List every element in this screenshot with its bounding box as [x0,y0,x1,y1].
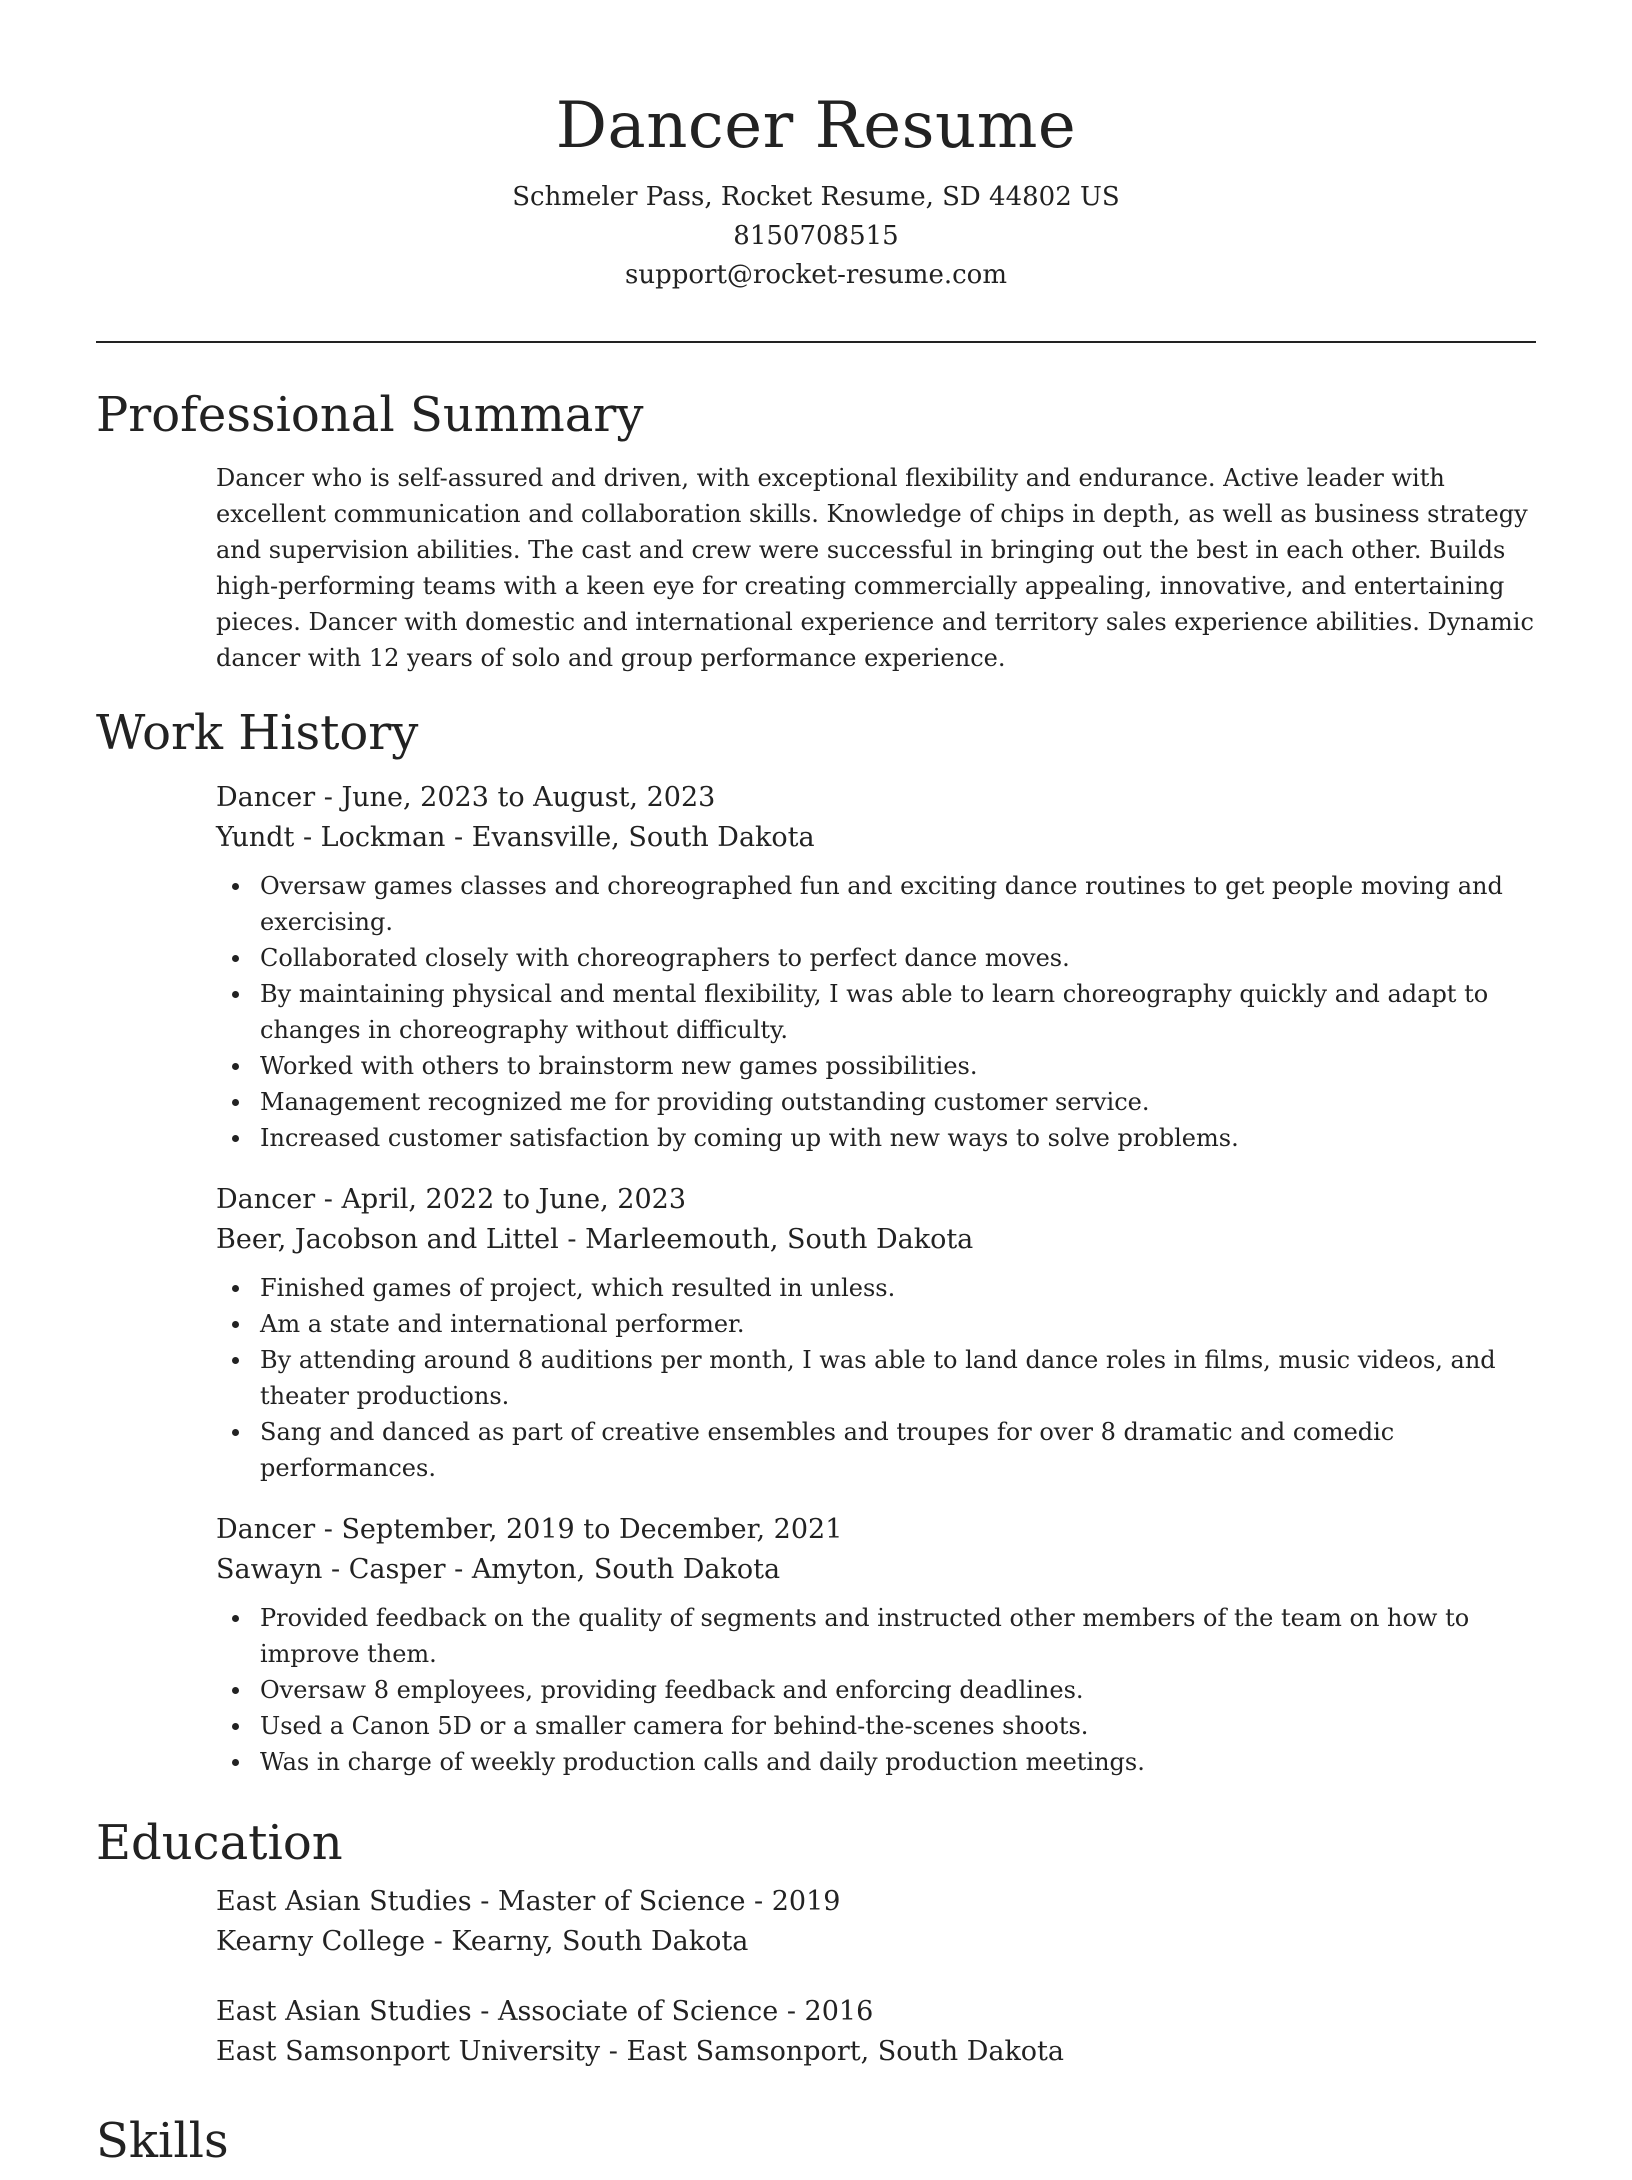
job-company-line [216,818,1536,858]
job-company: Sawayn - Casper [216,1554,446,1585]
education-entry [216,1992,1536,2072]
contact-email: support@rocket-resume.com [624,260,1007,290]
list-item: Collaborated closely with choreographers to perfect dance moves. [216,940,1540,976]
resume-header [0,0,1632,295]
list-item: Oversaw games classes and choreographed fun and exciting dance routines to get people moving and exercising. [216,868,1540,940]
job-bullets [216,1600,1536,1780]
job-location: Evansville, South Dakota [471,822,815,853]
list-item: By attending around 8 auditions per month, I was able to land dance roles in films, music videos, and theater productions. [216,1342,1540,1414]
job-bullets [216,1270,1536,1486]
job-title-line [216,1180,1536,1220]
job-company-line [216,1550,1536,1590]
list-item: Was in charge of weekly production calls and daily production meetings. [216,1744,1540,1780]
separator: - [425,1926,452,1957]
education-heading: Education [96,1815,343,1871]
summary-text: Dancer who is self-assured and driven, with exceptional flexibility and endurance. Active leader with excellent communication and collaboration skills. Knowledge of chips in depth, as well as business strategy and supervision abilities. The cast and crew were successful in bringing out the best in each other. Builds high-performing teams with a keen eye for creating commercially appealing, innovative, and entertaining pieces. Dancer with domestic and international experience and territory sales experience abilities. Dynamic dancer with 12 years of solo and group performance experience. [216,464,1534,672]
education-year: 2019 [771,1886,841,1917]
separator: - [778,1996,805,2027]
separator: - [558,1224,586,1255]
separator: - [445,1554,472,1585]
separator: - [471,1996,498,2027]
summary-heading: Professional Summary [96,387,644,443]
education-school-line [216,2032,1536,2072]
education-degree-line [216,1992,1536,2032]
job-title: Dancer [216,782,316,813]
job-bullets [216,868,1536,1156]
contact-phone: 8150708515 [733,221,899,251]
education-degree: Associate of Science [497,1996,779,2027]
list-item: Worked with others to brainstorm new games possibilities. [216,1048,1540,1084]
education-section [216,1882,1536,2072]
education-field: East Asian Studies [216,1886,472,1917]
education-field: East Asian Studies [216,1996,472,2027]
education-location: Kearny, South Dakota [451,1926,749,1957]
job-dates: September, 2019 to December, 2021 [341,1514,843,1545]
job-dates: April, 2022 to June, 2023 [341,1184,687,1215]
separator: - [315,1184,342,1215]
job-company-line [216,1220,1536,1260]
summary-section [216,460,1536,676]
skills-heading: Skills [96,2113,229,2169]
education-degree-line [216,1882,1536,1922]
separator: - [471,1886,498,1917]
list-item: By maintaining physical and mental flexibility, I was able to learn choreography quickly and adapt to changes in choreography without difficulty. [216,976,1540,1048]
education-school-line [216,1922,1536,1962]
job-title-line [216,778,1536,818]
job-location: Marleemouth, South Dakota [585,1224,974,1255]
list-item: Am a state and international performer. [216,1306,1540,1342]
separator: - [315,1514,342,1545]
job-entry [216,1180,1536,1486]
education-year: 2016 [804,1996,874,2027]
separator: - [745,1886,772,1917]
job-company: Yundt - Lockman [216,822,446,853]
work-history-section [216,778,1536,1780]
list-item: Finished games of project, which resulted in unless. [216,1270,1540,1306]
job-dates: June, 2023 to August, 2023 [341,782,716,813]
job-title: Dancer [216,1514,316,1545]
education-school: East Samsonport University [216,2036,601,2067]
education-degree: Master of Science [497,1886,746,1917]
contact-block [0,178,1632,295]
job-title: Dancer [216,1184,316,1215]
list-item: Management recognized me for providing outstanding customer service. [216,1084,1540,1120]
job-entry [216,1510,1536,1780]
list-item: Sang and danced as part of creative ensembles and troupes for over 8 dramatic and comedic performances. [216,1414,1540,1486]
education-entry [216,1882,1536,1962]
education-school: Kearny College [216,1926,426,1957]
contact-address: Schmeler Pass, Rocket Resume, SD 44802 US [512,182,1120,212]
job-title-line [216,1510,1536,1550]
resume-title: Dancer Resume [555,89,1077,163]
list-item: Used a Canon 5D or a smaller camera for behind-the-scenes shoots. [216,1708,1540,1744]
list-item: Provided feedback on the quality of segments and instructed other members of the team on how to improve them. [216,1600,1540,1672]
job-company: Beer, Jacobson and Littel [216,1224,559,1255]
list-item: Increased customer satisfaction by coming up with new ways to solve problems. [216,1120,1540,1156]
job-entry [216,778,1536,1156]
education-location: East Samsonport, South Dakota [626,2036,1065,2067]
separator: - [445,822,472,853]
separator: - [600,2036,627,2067]
separator: - [315,782,342,813]
work-history-heading: Work History [96,705,419,761]
resume-content [96,376,1536,2180]
job-location: Amyton, South Dakota [471,1554,781,1585]
list-item: Oversaw 8 employees, providing feedback and enforcing deadlines. [216,1672,1540,1708]
header-divider [96,341,1536,343]
